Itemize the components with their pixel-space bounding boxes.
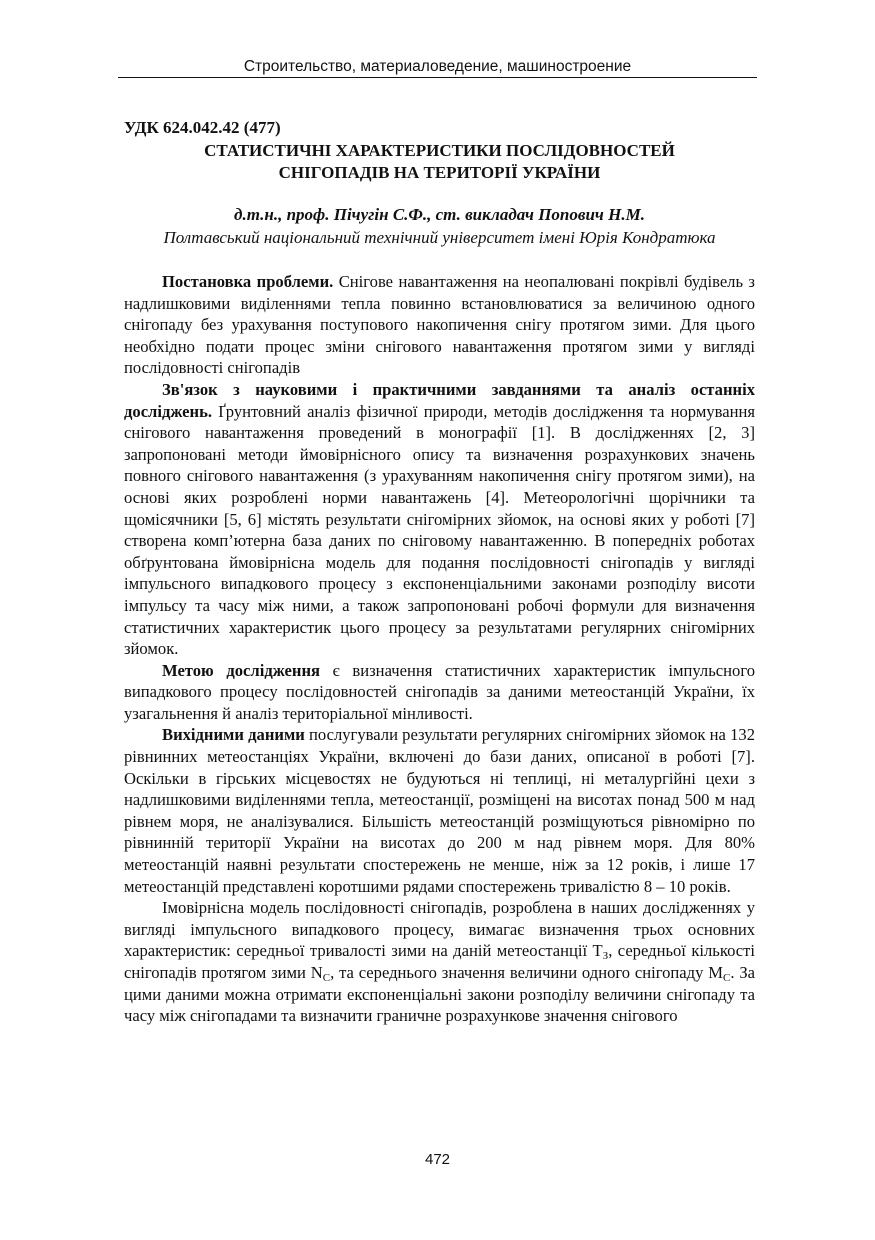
subscript: З <box>602 950 609 963</box>
paragraph-text: , та середнього значення величини одного снігопаду M <box>330 963 723 982</box>
paragraph-text: Імовірнісна модель послідовності снігопадів, розроблена в наших дослідженнях у вигляді імпульсного випадкового процесу, вимагає визначення трьох основних характеристик: середньої тривалості зими на даній метеостанції T <box>124 898 755 961</box>
paragraph-lead: Вихідними даними <box>162 725 305 745</box>
paragraph-text: Снігове навантаження на неопалювані покрівлі будівель з надлишковими виділеннями тепла повинно встановлюватися за величиною одного снігопаду без урахування поступового накопичення снігу протягом зими. Для цього необхідно подати процес зміни снігового навантаження протягом зими у вигляді послідовності снігопадів <box>124 272 755 378</box>
paragraph-lead: Зв'язок з науковими і практичними завданнями та аналіз останніх досліджень. <box>124 379 755 421</box>
paragraph-text: . За цими даними можна отримати експоненціальні закони розподілу величини снігопаду та часу між снігопадами та визначити граничне розрахункове значення снігового <box>124 963 755 1026</box>
running-header: Строительство, материаловедение, машиностроение <box>118 58 757 78</box>
paragraph-text: , середньої кількості снігопадів протягом зими N <box>124 941 756 982</box>
paragraph-lead: Постановка проблеми. <box>162 272 334 291</box>
paragraph <box>124 897 755 1027</box>
paragraph <box>124 724 755 897</box>
paragraph <box>124 660 755 725</box>
subscript: C <box>322 972 331 984</box>
subscript: C <box>723 972 731 984</box>
paragraph-text: є визначення статистичних характеристик імпульсного випадкового процесу послідовностей снігопадів за даними метеостанцій України, їх узагальнення й аналіз територіальної мінливості. <box>124 660 756 723</box>
paper-title <box>124 140 755 183</box>
paragraph-text: Ґрунтовний аналіз фізичної природи, методів дослідження та нормування снігового навантаження проведений в монографії [1]. В дослідженнях [2, 3] запропоновані методи ймовірнісного опису та визначення розрахункових значень повного снігового навантаження (з урахуванням накопичення снігу протягом зими), на основі яких розроблені норми навантажень [4]. Метеорологічні щорічники та щомісячники [5, 6] містять результати снігомірних зйомок, на основі яких у роботі [7] створена комп’ютерна база даних по сніговому навантаженню. В попередніх роботах обґрунтована ймовірнісна модель для подання послідовності снігопадів у вигляді імпульсного випадкового процесу з експоненціальними законами розподілу висоти імпульсу та часу між ними, а також запропоновані робочі формули для визначення статистичних характеристик цього процесу за результатами регулярних снігомірних зйомок. <box>124 401 755 659</box>
authors: д.т.н., проф. Пічугін С.Ф., ст. викладач Попович Н.М. <box>234 205 645 224</box>
title-line: СТАТИСТИЧНІ ХАРАКТЕРИСТИКИ ПОСЛІДОВНОСТЕЙ <box>204 141 675 160</box>
udc-code: УДК 624.042.42 (477) <box>124 118 281 137</box>
affiliation: Полтавський національний технічний університет імені Юрія Кондратюка <box>163 228 716 247</box>
paragraph <box>124 379 755 660</box>
paragraph <box>124 271 755 379</box>
paragraph-lead: Метою дослідження <box>162 660 321 680</box>
body-text <box>124 271 755 1027</box>
paragraph-text: послугували результати регулярних снігомірних зйомок на 132 рівнинних метеостанціях України, включені до бази даних, описаної в роботі [7]. Оскільки в гірських місцевостях не будуються ні теплиці, ні металургійні цехи з надлишковими виділеннями тепла, метеостанції, розміщені на висотах понад 500 м над рівнем моря, не аналізувалися. Більшість метеостанцій розміщуються рівномірно по рівнинній території України на висотах до 200 м над рівнем моря. Для 80% метеостанцій наявні результати спостережень не менше, ніж за 12 років, і лише 17 метеостанцій представлені коротшими рядами спостережень тривалістю 8 – 10 років. <box>124 725 755 896</box>
title-line: СНІГОПАДІВ НА ТЕРИТОРІЇ УКРАЇНИ <box>278 162 601 182</box>
page-number: 472 <box>424 1151 451 1168</box>
